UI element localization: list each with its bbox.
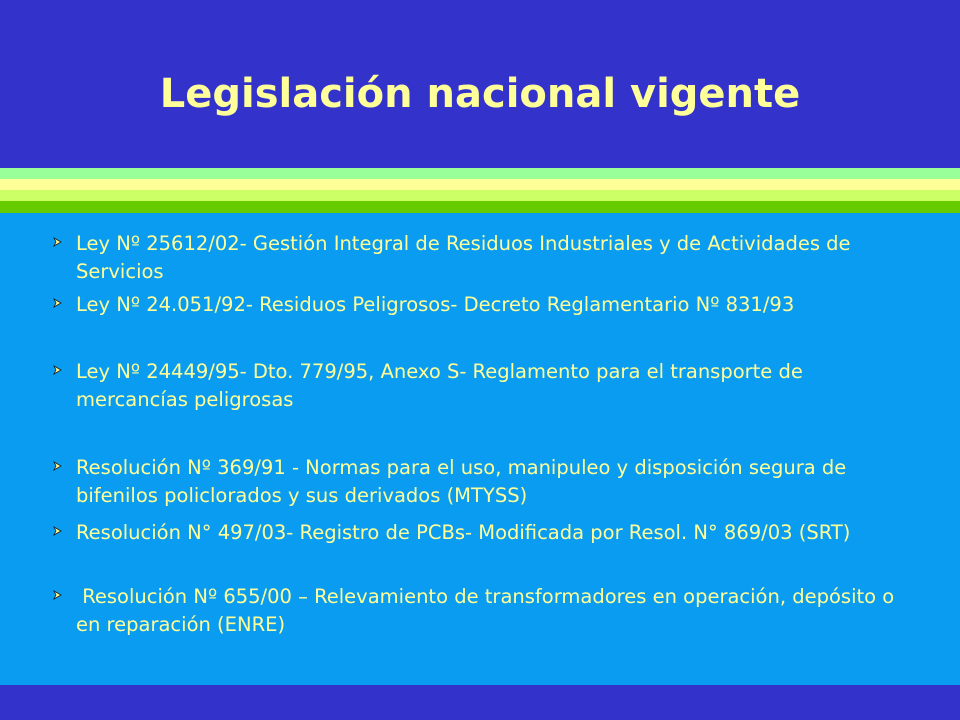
arrowhead-bullet-icon	[52, 589, 64, 601]
list-item-text: Resolución Nº 369/91 - Normas para el uso, manipuleo y disposición segura de bifenilos policlorados y sus derivados (MTYSS)	[76, 456, 847, 507]
list-item-text: Resolución Nº 655/00 – Relevamiento de transformadores en operación, depósito o en reparación (ENRE)	[76, 585, 901, 636]
title-bar	[0, 0, 960, 168]
slide-title: Legislación nacional vigente	[159, 71, 801, 117]
decorative-stripe	[0, 179, 960, 190]
list-item-text: Ley Nº 24449/95- Dto. 779/95, Anexo S- Reglamento para el transporte de mercancías peligrosas	[76, 360, 803, 411]
list-item-text: Resolución N° 497/03- Registro de PCBs- Modificada por Resol. N° 869/03 (SRT)	[76, 521, 851, 544]
arrowhead-bullet-icon	[52, 364, 64, 376]
decorative-stripe	[0, 201, 960, 213]
arrowhead-bullet-icon	[52, 460, 64, 472]
decorative-stripe	[0, 168, 960, 179]
arrowhead-bullet-icon	[52, 525, 64, 537]
decorative-stripe	[0, 190, 960, 201]
list-item-text: Ley Nº 24.051/92- Residuos Peligrosos- Decreto Reglamentario Nº 831/93	[76, 293, 795, 316]
arrowhead-bullet-icon	[52, 236, 64, 248]
footer-bar	[0, 685, 960, 720]
arrowhead-bullet-icon	[52, 297, 64, 309]
list-item-text: Ley Nº 25612/02- Gestión Integral de Residuos Industriales y de Actividades de Servicios	[76, 232, 851, 283]
